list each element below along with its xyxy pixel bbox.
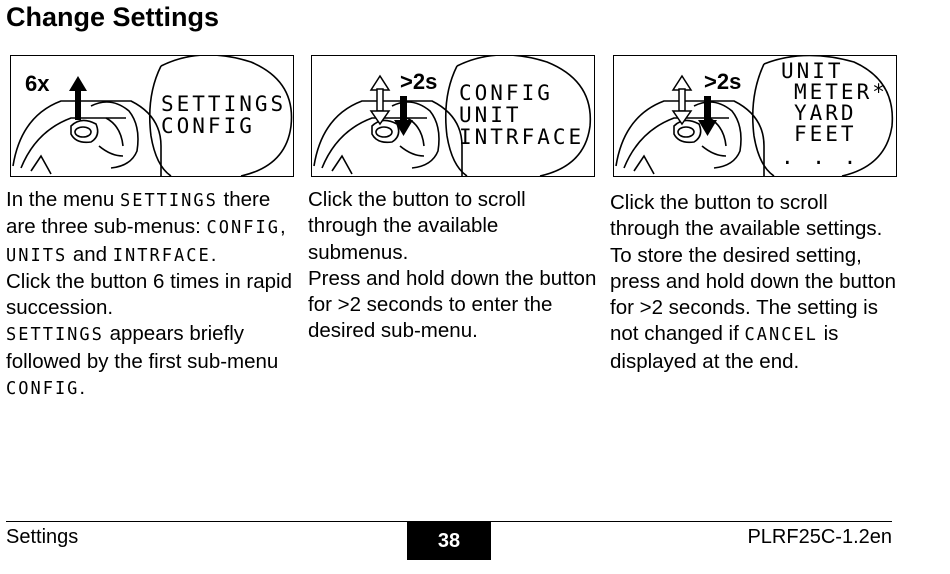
footer-section-title: Settings: [6, 526, 79, 548]
lcd-line: SETTINGS: [161, 92, 287, 116]
column-2-text: [308, 187, 600, 345]
paragraph: [6, 321, 298, 402]
lcd-line: YARD: [794, 101, 857, 125]
hold-duration-label: >2s: [400, 69, 438, 94]
paragraph: Press and hold down the button for >2 seconds to enter the desired sub-menu.: [308, 266, 597, 343]
text-run: ,: [279, 215, 286, 239]
device-illustration: [614, 56, 896, 176]
arrow-up-icon: [69, 76, 87, 120]
text-run: and: [67, 242, 113, 266]
page-title: Change Settings: [6, 2, 220, 32]
lcd-line: INTRFACE: [459, 125, 585, 149]
hold-duration-label: >2s: [704, 69, 742, 94]
paragraph: Click the button 6 times in rapid succession.: [6, 269, 292, 320]
paragraph: Click the button to scroll through the available submenus.: [308, 188, 526, 264]
footer-document-id: PLRF25C-1.2en: [747, 526, 892, 548]
lcd-line: METER*: [794, 80, 888, 104]
lcd-term: CONFIG: [206, 217, 280, 239]
paragraph: Click the button to scroll through the available settings.: [610, 191, 883, 241]
double-arrow-icon: [673, 76, 691, 124]
column-1-text: [6, 187, 298, 402]
double-arrow-icon: [371, 76, 389, 124]
text-run: .: [210, 242, 217, 266]
text-run: there are three sub-menus:: [6, 188, 271, 239]
lcd-line: UNIT: [459, 103, 522, 127]
press-count-label: 6x: [25, 71, 50, 96]
text-run: To store the desired setting, press and hold down the button for >2 seconds. The setting is not changed if: [610, 243, 897, 346]
text-run: appears briefly followed by the first sub-menu: [6, 322, 279, 373]
lcd-term: CANCEL: [744, 324, 818, 346]
text-run: is displayed at the end.: [610, 322, 839, 373]
illustration-panel-3: [613, 55, 897, 177]
lcd-term: CONFIG: [6, 378, 80, 400]
lcd-term: SETTINGS: [119, 190, 218, 212]
paragraph: [610, 243, 900, 375]
device-illustration: [11, 56, 293, 176]
device-illustration: [312, 56, 594, 176]
lcd-line: CONFIG: [161, 114, 255, 138]
paragraph: [6, 187, 298, 269]
lcd-term: UNITS: [6, 245, 68, 267]
lcd-line: . . .: [781, 145, 860, 169]
illustration-panel-2: [311, 55, 595, 177]
text-run: In the menu: [6, 188, 120, 211]
lcd-line: FEET: [794, 122, 857, 146]
lcd-line: CONFIG: [459, 81, 553, 105]
illustration-panel-1: [10, 55, 294, 177]
lcd-term: SETTINGS: [6, 324, 104, 346]
lcd-line: UNIT: [781, 59, 844, 83]
lcd-term: INTRFACE: [112, 245, 211, 267]
text-run: .: [79, 376, 86, 400]
page-number: 38: [407, 522, 491, 560]
column-3-text: [610, 190, 900, 375]
